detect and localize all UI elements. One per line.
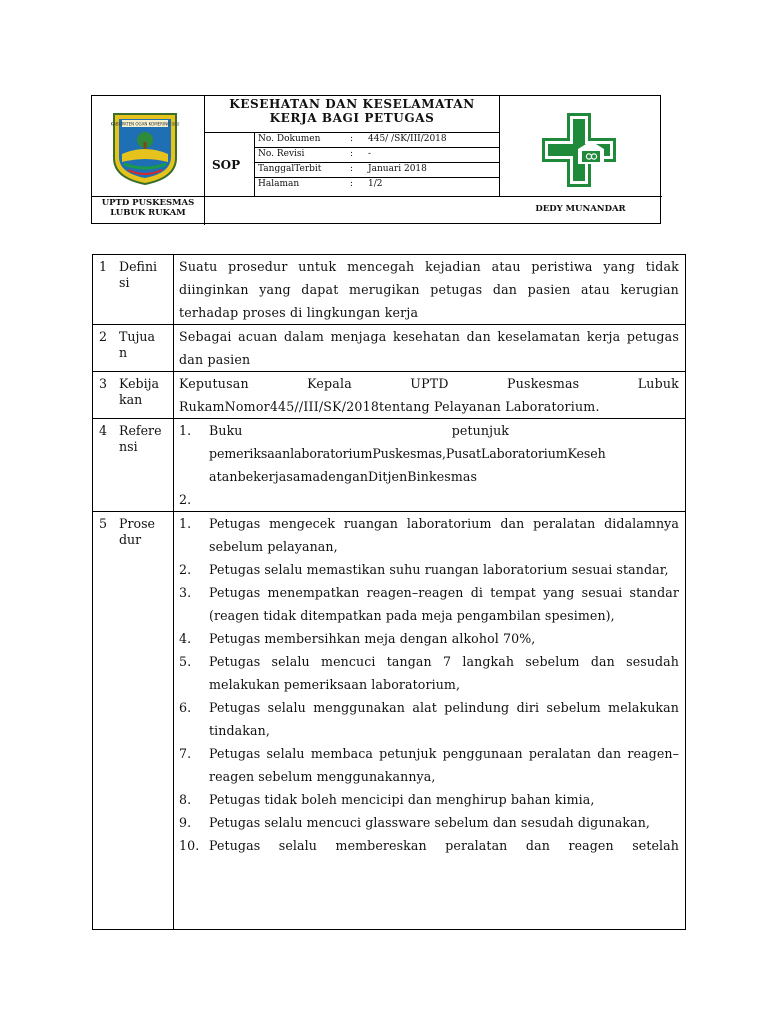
list-item: 2. Petugas selalu memastikan suhu ruangan laboratorium sesuai standar, [179, 562, 669, 577]
section-text: Suatu prosedur untuk mencegah kejadian atau peristiwa yang tidak diinginkan yang dapat merugikan petugas dan pasien atau kerugian terhadap proses di lingkungan kerja [179, 259, 679, 320]
head-of-puskesmas-name: DEDY MUNANDAR [535, 204, 626, 214]
regency-emblem-logo [108, 110, 182, 186]
section-references: 4 Refere nsi 1. Buku petunjuk pemeriksaanlaboratoriumPuskesmas,PusatLaboratoriumKeseh atanbekerjasamadenganDitjenBinkesmas 2. [93, 418, 685, 512]
section-text-line-1: Keputusan Kepala UPTD Puskesmas Lubuk [179, 376, 679, 391]
list-item: 9. Petugas selalu mencuci glassware sebelum dan sesudah digunakan, [179, 815, 651, 830]
list-item: 6. Petugas selalu menggunakan alat pelindung diri sebelum melakukan tindakan, [179, 700, 679, 738]
section-text-line-2: RukamNomor445//III/SK/2018tentang Pelayanan Laboratorium. [179, 399, 600, 414]
list-item: 8. Petugas tidak boleh mencicipi dan menghirup bahan kimia, [179, 792, 595, 807]
emblem-text: KABUPATEN OGAN KOMERING ULU [110, 121, 180, 127]
section-text: Sebagai acuan dalam menjaga kesehatan dan keselamatan kerja petugas dan pasien [179, 329, 679, 367]
title-line-1: KESEHATAN DAN KESELAMATAN [229, 97, 475, 111]
list-item: 10. Petugas selalu membereskan peralatan dan reagen setelah [179, 838, 679, 853]
procedure-list [179, 512, 679, 857]
title-line-2: KERJA BAGI PETUGAS [269, 111, 435, 125]
sop-header-table: KABUPATEN OGAN KOMERING ULU KESEHATAN DAN KESELAMATAN KERJA BAGI PETUGAS SOP No. Dokumen : 445/ /SK/III/2018 No. Revisi : - TanggalTerbit : Januari 2018 Halaman : 1/2 UPTD PUSKESMAS LUBUK RUKAM DEDY MUNANDAR [91, 95, 661, 224]
section-procedure: 5 Prose dur 1. Petugas mengecek ruangan laboratorium dan peralatan didalamnya sebelum pelayanan, 2. Petugas selalu memastikan suhu ruangan laboratorium sesuai standar, 3. Petugas menempatkan reagen–reagen di tempat yang sesuai standar (reagen tidak ditempatkan pada meja pengambilan spesimen), 4. Petugas membersihkan meja dengan alkohol 70%, 5. Petugas selalu mencuci tangan 7 langkah sebelum dan sesudah melakukan pemeriksaan laboratorium, 6. Petugas selalu menggunakan alat pelindung diri sebelum melakukan tindakan, 7. Petugas selalu membaca petunjuk penggunaan peralatan dan reagen–reagen sebelum menggunakannya, 8. Petugas tidak boleh mencicipi dan menghirup bahan kimia, 9. Petugas selalu mencuci glassware sebelum dan sesudah digunakan, 10. Petugas selalu membereskan peralatan dan reagen setelah [93, 511, 685, 932]
reference-list: 1. Buku petunjuk pemeriksaanlaboratoriumPuskesmas,PusatLaboratoriumKeseh atanbekerjasamadenganDitjenBinkesmas 2. [179, 419, 679, 488]
document-title [205, 97, 499, 125]
sop-content-table [92, 254, 686, 930]
organization-name: UPTD PUSKESMAS LUBUK RUKAM [101, 198, 195, 218]
list-item: 5. Petugas selalu mencuci tangan 7 langkah sebelum dan sesudah melakukan pemeriksaan laboratorium, [179, 654, 679, 692]
section-policy: 3 Kebija kan Keputusan Kepala UPTD Puskesmas Lubuk RukamNomor445//III/SK/2018tentang Pelayanan Laboratorium. [93, 371, 685, 419]
sop-label: SOP [212, 158, 241, 172]
section-purpose: 2 Tujua n Sebagai acuan dalam menjaga kesehatan dan keselamatan kerja petugas dan pasien [93, 324, 685, 372]
puskesmas-cross-logo [539, 110, 619, 190]
section-definition: 1 Defini si Suatu prosedur untuk mencegah kejadian atau peristiwa yang tidak diinginkan yang dapat merugikan petugas dan pasien atau kerugian terhadap proses di lingkungan kerja [93, 255, 685, 324]
list-item: 1. Buku petunjuk pemeriksaanlaboratoriumPuskesmas,PusatLaboratoriumKeseh atanbekerjasamadenganDitjenBinkesmas [179, 423, 606, 484]
list-item: 7. Petugas selalu membaca petunjuk penggunaan peralatan dan reagen–reagen sebelum menggunakannya, [179, 746, 679, 784]
list-item: 4. Petugas membersihkan meja dengan alkohol 70%, [179, 631, 536, 646]
list-item: 3. Petugas menempatkan reagen–reagen di tempat yang sesuai standar (reagen tidak ditempatkan pada meja pengambilan spesimen), [179, 585, 679, 623]
list-item: 1. Petugas mengecek ruangan laboratorium dan peralatan didalamnya sebelum pelayanan, [179, 516, 679, 554]
